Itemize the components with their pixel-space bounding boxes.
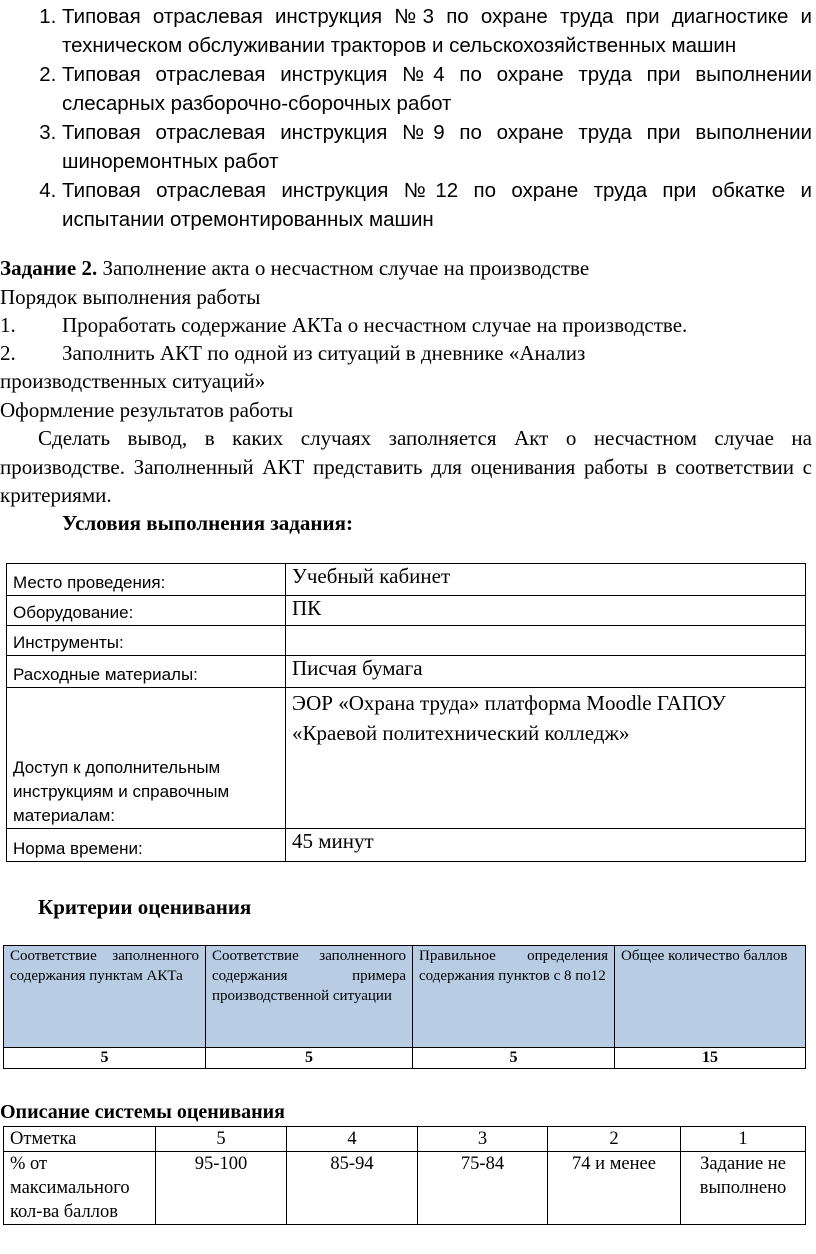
cell-label: Инструменты: bbox=[7, 626, 286, 656]
step-number: 2. bbox=[0, 341, 16, 365]
table-row bbox=[7, 656, 806, 688]
header-cell: Правильное определения содержания пунктов с 8 по12 bbox=[413, 946, 615, 1048]
cell-label: Оборудование: bbox=[7, 596, 286, 626]
list-item: 2. Типовая отраслевая инструкция №4 по охране труда при выполнении слесарных разборочно-сборочных работ bbox=[62, 60, 812, 118]
conditions-heading: Условия выполнения задания: bbox=[62, 511, 353, 535]
list-item: 4. Типовая отраслевая инструкция №12 по охране труда при обкатке и испытании отремонтированных машин bbox=[62, 176, 812, 234]
grading-table bbox=[3, 1126, 806, 1225]
instructions-list bbox=[0, 2, 812, 234]
procedure-heading: Порядок выполнения работы bbox=[0, 285, 261, 309]
header-cell: Соответствие заполненного содержания пунктам АКТа bbox=[4, 946, 206, 1048]
table-row bbox=[4, 946, 806, 1048]
list-item: 3. Типовая отраслевая инструкция №9 по охране труда при выполнении шиноремонтных работ bbox=[62, 118, 812, 176]
task-title bbox=[0, 254, 812, 283]
cell-value: ЭОР «Охрана труда» платформа Moodle ГАПОУ «Краевой политехнический колледж» bbox=[286, 688, 806, 829]
table-row bbox=[7, 829, 806, 862]
results-text: Сделать вывод, в каких случаях заполняется Акт о несчастном случае на производстве. Заполненный АКТ представить для оценивания работы в соответствии с критериями. bbox=[0, 426, 812, 507]
step-text: Заполнить АКТ по одной из ситуаций в дневнике «Анализ bbox=[62, 341, 586, 365]
step-2-cont: производственных ситуаций» bbox=[0, 369, 266, 393]
table-row bbox=[7, 596, 806, 626]
step-2 bbox=[0, 339, 812, 368]
grading-heading: Описание системы оценивания bbox=[0, 1101, 285, 1123]
task-title-text: Заполнение акта о несчастном случае на производстве bbox=[97, 256, 590, 280]
cell: Задание не выполнено bbox=[681, 1152, 806, 1225]
cell-value: ПК bbox=[286, 596, 806, 626]
cell: 85-94 bbox=[287, 1152, 418, 1225]
cell: 5 bbox=[156, 1127, 287, 1152]
value-cell: 5 bbox=[413, 1048, 615, 1069]
conditions-table bbox=[6, 563, 806, 862]
step-text: Проработать содержание АКТа о несчастном случае на производстве. bbox=[62, 313, 688, 337]
value-cell: 5 bbox=[4, 1048, 206, 1069]
cell-value: Писчая бумага bbox=[286, 656, 806, 688]
cell: 1 bbox=[681, 1127, 806, 1152]
cell: Отметка bbox=[4, 1127, 156, 1152]
results-heading: Оформление результатов работы bbox=[0, 398, 294, 422]
cell-value: Учебный кабинет bbox=[286, 564, 806, 596]
criteria-table bbox=[3, 945, 806, 1069]
cell: 95-100 bbox=[156, 1152, 287, 1225]
cell: 3 bbox=[418, 1127, 548, 1152]
value-cell: 5 bbox=[206, 1048, 413, 1069]
cell-label: Расходные материалы: bbox=[7, 656, 286, 688]
step-1 bbox=[0, 311, 812, 340]
table-row bbox=[7, 564, 806, 596]
table-row bbox=[4, 1152, 806, 1225]
value-cell: 15 bbox=[615, 1048, 806, 1069]
step-number: 1. bbox=[0, 313, 16, 337]
cell: % от максимального кол-ва баллов bbox=[4, 1152, 156, 1225]
cell: 75-84 bbox=[418, 1152, 548, 1225]
cell: 2 bbox=[548, 1127, 681, 1152]
cell-label: Место проведения: bbox=[7, 564, 286, 596]
list-item: 1. Типовая отраслевая инструкция №3 по охране труда при диагностике и техническом обслуживании тракторов и сельскохозяйственных машин bbox=[62, 2, 812, 60]
table-row bbox=[4, 1127, 806, 1152]
cell: 74 и менее bbox=[548, 1152, 681, 1225]
cell-label: Норма времени: bbox=[7, 829, 286, 862]
cell: 4 bbox=[287, 1127, 418, 1152]
table-row bbox=[7, 688, 806, 829]
cell-value: 45 минут bbox=[286, 829, 806, 862]
criteria-heading: Критерии оценивания bbox=[38, 895, 252, 919]
cell-label: Доступ к дополнительным инструкциям и справочным материалам: bbox=[7, 688, 286, 829]
header-cell: Общее количество баллов bbox=[615, 946, 806, 1048]
header-cell: Соответствие заполненного содержания примера производственной ситуации bbox=[206, 946, 413, 1048]
table-row bbox=[4, 1048, 806, 1069]
cell-value bbox=[286, 626, 806, 656]
task-label: Задание 2. bbox=[0, 256, 98, 280]
table-row bbox=[7, 626, 806, 656]
